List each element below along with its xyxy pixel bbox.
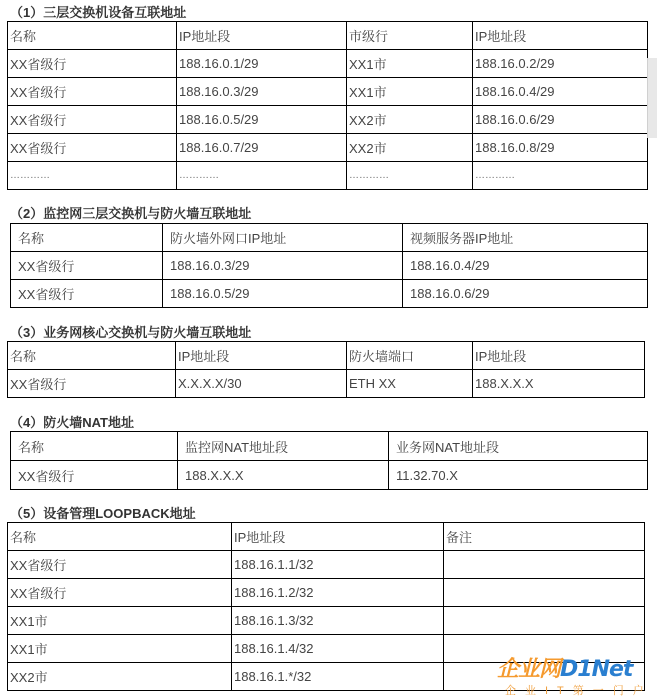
table-cell: XX1市 bbox=[347, 50, 473, 78]
table-cell: 11.32.70.X bbox=[389, 461, 648, 490]
section-1-title: （1）三层交换机设备互联地址 bbox=[10, 5, 187, 20]
table-row bbox=[11, 252, 648, 280]
watermark-main-en: D1Net bbox=[560, 657, 633, 682]
table-cell: X.X.X.X/30 bbox=[176, 370, 347, 398]
table-cell: 188.16.0.3/29 bbox=[177, 78, 347, 106]
table-cell: 188.X.X.X bbox=[178, 461, 389, 490]
table-row bbox=[8, 134, 648, 162]
header-cell: 防火墙外网口IP地址 bbox=[163, 224, 403, 252]
watermark-subtitle: 企业IT第一门户 bbox=[505, 685, 653, 697]
section-3-title: （3）业务网核心交换机与防火墙互联地址 bbox=[10, 325, 252, 340]
table-cell: XX省级行 bbox=[11, 461, 178, 490]
header-cell: 视频服务器IP地址 bbox=[403, 224, 648, 252]
table-cell: XX省级行 bbox=[8, 579, 232, 607]
table-row bbox=[11, 280, 648, 308]
table-cell: 188.16.0.4/29 bbox=[403, 252, 648, 280]
table-row bbox=[8, 78, 648, 106]
table-cell: XX2市 bbox=[347, 134, 473, 162]
table-header-row bbox=[8, 523, 645, 551]
table-cell: ………… bbox=[473, 162, 648, 190]
table-core-firewall bbox=[7, 341, 645, 398]
header-cell: 市级行 bbox=[347, 22, 473, 50]
table-cell: XX省级行 bbox=[8, 106, 177, 134]
table-cell: ………… bbox=[177, 162, 347, 190]
section-4-title: （4）防火墙NAT地址 bbox=[10, 415, 134, 430]
table-cell: XX2市 bbox=[8, 663, 232, 691]
header-cell: 防火墙端口 bbox=[347, 342, 473, 370]
header-cell: 业务网NAT地址段 bbox=[389, 432, 648, 461]
table-cell: 188.16.0.5/29 bbox=[163, 280, 403, 308]
header-cell: 监控网NAT地址段 bbox=[178, 432, 389, 461]
section-2-title: （2）监控网三层交换机与防火墙互联地址 bbox=[10, 206, 252, 221]
table-firewall-nat bbox=[10, 431, 648, 490]
header-cell: 名称 bbox=[11, 224, 163, 252]
table-row bbox=[8, 579, 645, 607]
table-cell: 188.16.1.2/32 bbox=[232, 579, 444, 607]
table-row bbox=[8, 162, 648, 190]
table-cell: XX省级行 bbox=[11, 280, 163, 308]
table-cell: XX省级行 bbox=[8, 551, 232, 579]
header-cell: 名称 bbox=[8, 523, 232, 551]
header-cell: 名称 bbox=[8, 342, 176, 370]
table-cell: 188.16.0.6/29 bbox=[473, 106, 648, 134]
table-cell: 188.16.0.4/29 bbox=[473, 78, 648, 106]
table-row bbox=[11, 461, 648, 490]
table-cell: XX2市 bbox=[347, 106, 473, 134]
table-header-row bbox=[8, 22, 648, 50]
table-cell: 188.16.0.2/29 bbox=[473, 50, 648, 78]
table-cell: XX省级行 bbox=[8, 50, 177, 78]
table-cell: XX省级行 bbox=[11, 252, 163, 280]
table-cell: 188.16.1.*/32 bbox=[232, 663, 444, 691]
header-cell: 名称 bbox=[11, 432, 178, 461]
header-cell: 备注 bbox=[444, 523, 645, 551]
table-cell: 188.16.0.6/29 bbox=[403, 280, 648, 308]
header-cell: IP地址段 bbox=[232, 523, 444, 551]
table-monitor-firewall bbox=[10, 223, 648, 308]
table-header-row bbox=[8, 342, 645, 370]
table-cell bbox=[444, 579, 645, 607]
table-row bbox=[8, 50, 648, 78]
table-cell bbox=[444, 607, 645, 635]
table-cell: XX1市 bbox=[347, 78, 473, 106]
table-cell: 188.16.1.3/32 bbox=[232, 607, 444, 635]
table-cell bbox=[444, 551, 645, 579]
watermark-main bbox=[497, 652, 632, 683]
scrollbar[interactable] bbox=[647, 58, 657, 138]
watermark-main-cn: 企业网 bbox=[497, 657, 561, 682]
table-cell: XX省级行 bbox=[8, 134, 177, 162]
table-cell: XX1市 bbox=[8, 607, 232, 635]
table-cell: XX省级行 bbox=[8, 370, 176, 398]
table-cell: 188.16.0.8/29 bbox=[473, 134, 648, 162]
table-row bbox=[8, 370, 645, 398]
table-header-row bbox=[11, 432, 648, 461]
table-cell: 188.16.0.5/29 bbox=[177, 106, 347, 134]
table-cell: 188.16.0.7/29 bbox=[177, 134, 347, 162]
table-switch-interconnect bbox=[7, 21, 648, 190]
table-cell: XX省级行 bbox=[8, 78, 177, 106]
table-header-row bbox=[11, 224, 648, 252]
header-cell: IP地址段 bbox=[473, 342, 645, 370]
table-cell: 188.16.0.3/29 bbox=[163, 252, 403, 280]
watermark-logo bbox=[497, 652, 657, 696]
table-cell: ………… bbox=[8, 162, 177, 190]
table-cell: XX1市 bbox=[8, 635, 232, 663]
table-row bbox=[8, 551, 645, 579]
table-cell: 188.X.X.X bbox=[473, 370, 645, 398]
table-cell: 188.16.1.1/32 bbox=[232, 551, 444, 579]
table-cell: ETH XX bbox=[347, 370, 473, 398]
header-cell: 名称 bbox=[8, 22, 177, 50]
section-5-title: （5）设备管理LOOPBACK地址 bbox=[10, 506, 196, 521]
table-row bbox=[8, 106, 648, 134]
table-cell: ………… bbox=[347, 162, 473, 190]
header-cell: IP地址段 bbox=[176, 342, 347, 370]
header-cell: IP地址段 bbox=[473, 22, 648, 50]
table-cell: 188.16.0.1/29 bbox=[177, 50, 347, 78]
header-cell: IP地址段 bbox=[177, 22, 347, 50]
table-cell: 188.16.1.4/32 bbox=[232, 635, 444, 663]
table-row bbox=[8, 607, 645, 635]
